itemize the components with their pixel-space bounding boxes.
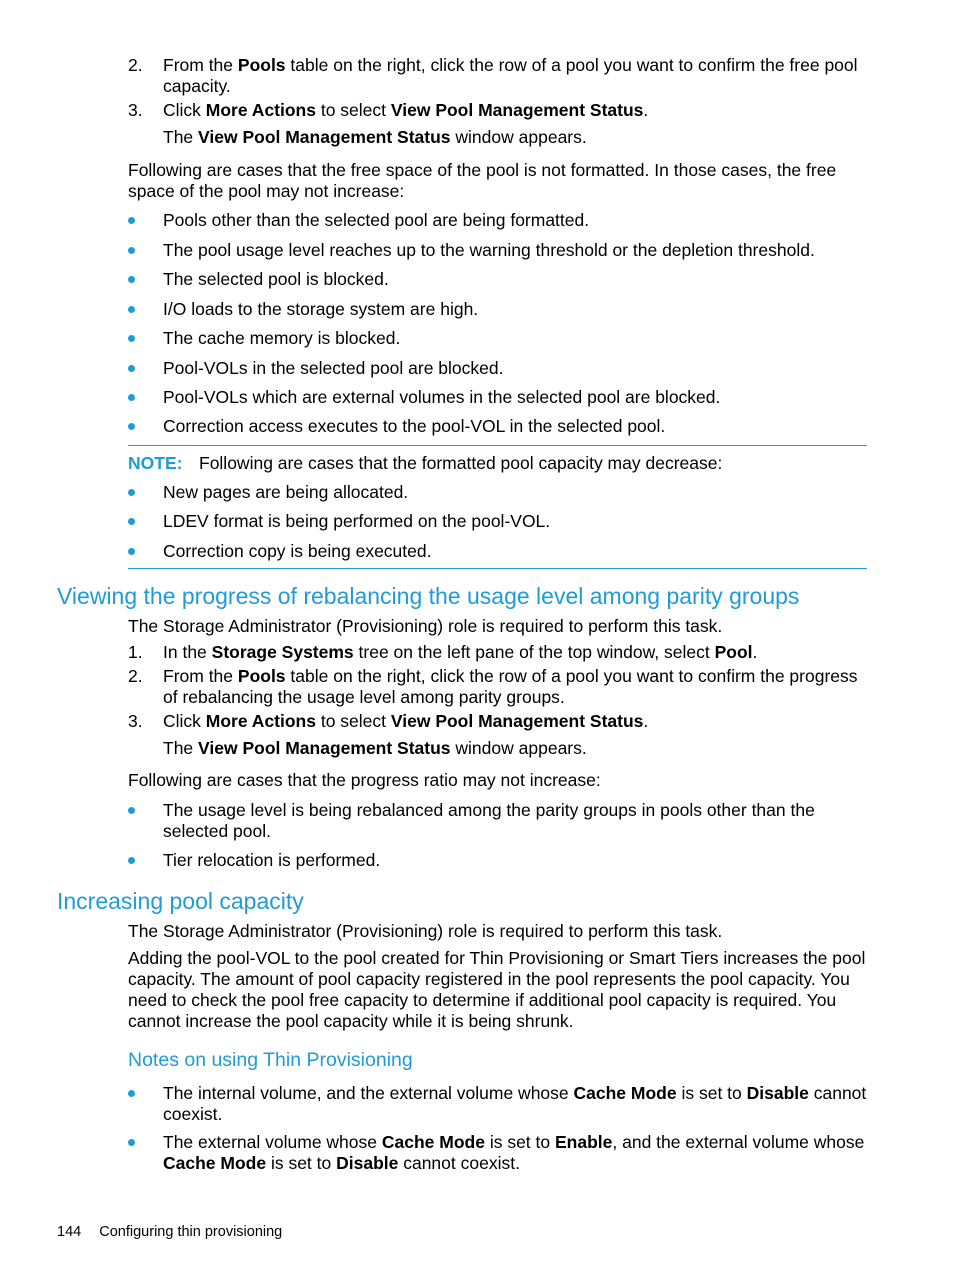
step-result: The View Pool Management Status window appears. <box>163 738 587 758</box>
list-item: I/O loads to the storage system are high. <box>163 299 479 319</box>
list-item: The usage level is being rebalanced among the parity groups in pools other than the selected pool. <box>163 800 815 841</box>
list-item: Tier relocation is performed. <box>163 850 381 870</box>
page-footer <box>57 1222 282 1242</box>
note-text: Following are cases that the formatted pool capacity may decrease: <box>199 453 723 473</box>
note-bottom-rule <box>128 568 867 569</box>
paragraph: The Storage Administrator (Provisioning) role is required to perform this task. <box>128 616 723 636</box>
bullet-icon <box>128 1090 135 1097</box>
step-text: Click More Actions to select View Pool Management Status. <box>163 100 649 120</box>
bullet-icon <box>128 217 135 224</box>
step-text: From the Pools table on the right, click the row of a pool you want to confirm the free pool capacity. <box>163 55 858 96</box>
section-heading: Increasing pool capacity <box>57 888 304 914</box>
page-number: 144 <box>57 1224 82 1240</box>
step-text: Click More Actions to select View Pool Management Status. <box>163 711 649 731</box>
bullet-icon <box>128 1139 135 1146</box>
note-top-rule <box>128 445 867 446</box>
bullet-icon <box>128 247 135 254</box>
list-item: The pool usage level reaches up to the warning threshold or the depletion threshold. <box>163 240 815 260</box>
list-item: The external volume whose Cache Mode is set to Enable, and the external volume whose Cache Mode is set to Disable cannot coexist. <box>163 1132 865 1173</box>
list-item: LDEV format is being performed on the pool-VOL. <box>163 511 551 531</box>
section-heading: Viewing the progress of rebalancing the usage level among parity groups <box>57 583 800 609</box>
step-number: 3. <box>128 100 143 120</box>
list-item: Correction access executes to the pool-VOL in the selected pool. <box>163 416 666 436</box>
step-number: 3. <box>128 711 143 731</box>
list-item: The selected pool is blocked. <box>163 269 389 289</box>
bullet-icon <box>128 306 135 313</box>
bullet-icon <box>128 423 135 430</box>
bullet-icon <box>128 394 135 401</box>
list-item: Pool-VOLs in the selected pool are blocked. <box>163 358 504 378</box>
step-text: In the Storage Systems tree on the left pane of the top window, select Pool. <box>163 642 758 662</box>
step-number: 2. <box>128 666 143 686</box>
bullet-icon <box>128 489 135 496</box>
step-text: From the Pools table on the right, click the row of a pool you want to confirm the progress of rebalancing the usage level among parity groups. <box>163 666 858 707</box>
paragraph: The Storage Administrator (Provisioning) role is required to perform this task. <box>128 921 723 941</box>
bullet-icon <box>128 365 135 372</box>
bullet-icon <box>128 276 135 283</box>
list-item: Pool-VOLs which are external volumes in the selected pool are blocked. <box>163 387 721 407</box>
note-label: NOTE: <box>128 453 183 473</box>
paragraph: Following are cases that the progress ratio may not increase: <box>128 770 601 790</box>
chapter-title: Configuring thin provisioning <box>99 1224 283 1240</box>
list-item: The cache memory is blocked. <box>163 328 401 348</box>
list-item: The internal volume, and the external volume whose Cache Mode is set to Disable cannot coexist. <box>163 1083 867 1124</box>
paragraph: Adding the pool-VOL to the pool created for Thin Provisioning or Smart Tiers increases the pool capacity. The amount of pool capacity registered in the pool represents the pool capacity. You need to check the pool free capacity to determine if additional pool capacity is required. You cannot increase the pool capacity while it is being shrunk. <box>128 948 866 1031</box>
bullet-icon <box>128 335 135 342</box>
step-result: The View Pool Management Status window appears. <box>163 127 587 147</box>
paragraph: Following are cases that the free space of the pool is not formatted. In those cases, the free space of the pool may not increase: <box>128 160 837 201</box>
step-number: 1. <box>128 642 143 662</box>
list-item: New pages are being allocated. <box>163 482 409 502</box>
step-number: 2. <box>128 55 143 75</box>
bullet-icon <box>128 548 135 555</box>
subsection-heading: Notes on using Thin Provisioning <box>128 1049 413 1071</box>
list-item: Pools other than the selected pool are being formatted. <box>163 210 590 230</box>
list-item: Correction copy is being executed. <box>163 541 432 561</box>
bullet-icon <box>128 518 135 525</box>
bullet-icon <box>128 857 135 864</box>
bullet-icon <box>128 807 135 814</box>
